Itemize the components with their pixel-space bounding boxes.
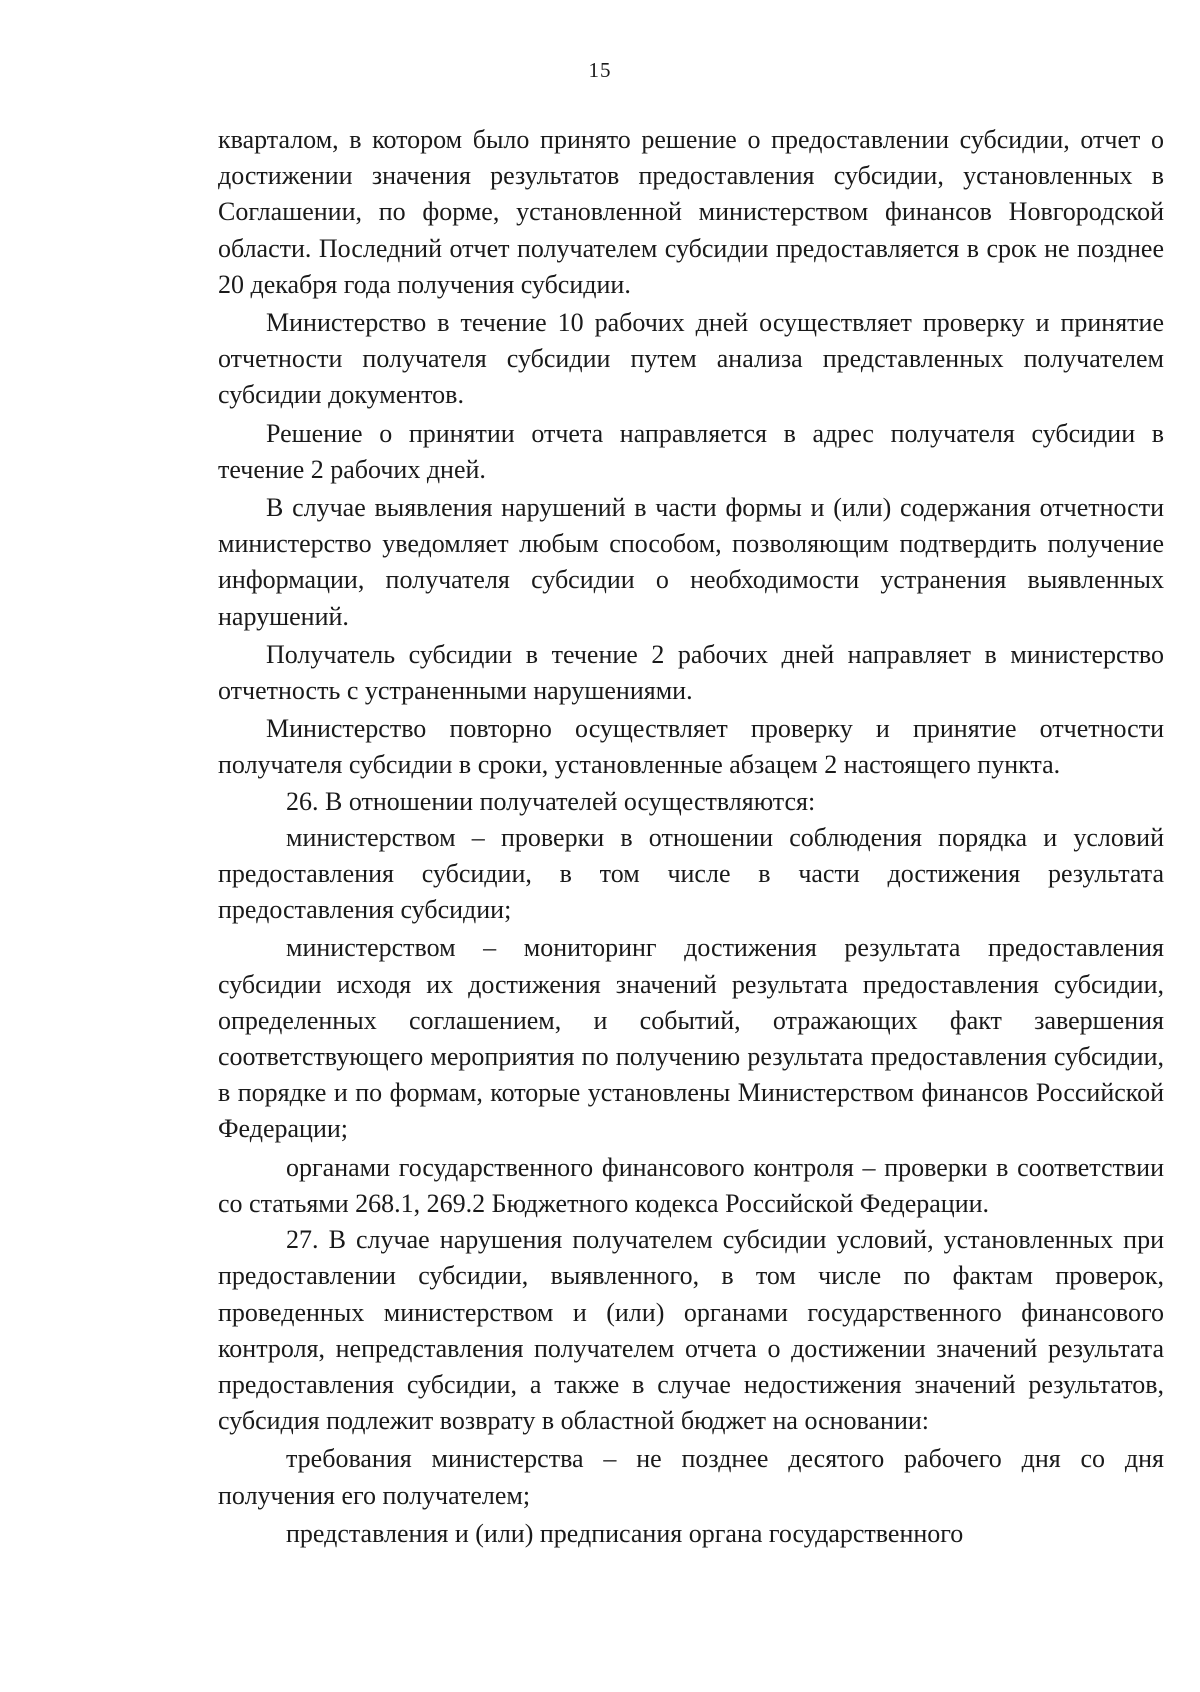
paragraph: Решение о принятии отчета направляется в адрес получателя субсидии в течение 2 рабочих дней. <box>218 418 1164 484</box>
paragraph: министерством – мониторинг достижения результата предоставления субсидии исходя их достижения значений результата предоставления субсидии, определенных соглашением, и событий, отражающих факт завершения соответствующего мероприятия по получению результата предоставления субсидии, в порядке и по формам, которые установлены Министерством финансов Российской Федерации; <box>218 933 1164 1144</box>
paragraph: министерством – проверки в отношении соблюдения порядка и условий предоставления субсидии, в том числе в части достижения результата предоставления субсидии; <box>218 822 1164 925</box>
paragraph-section-27: 27. В случае нарушения получателем субсидии условий, установленных при предоставлении субсидии, выявленного, в том числе по фактам проверок, проведенных министерством и (или) органами государственного финансового контроля, непредставления получателем отчета о достижении значений результата предоставления субсидии, а также в случае недостижения значений результатов, субсидия подлежит возврату в областной бюджет на основании: <box>218 1225 1164 1436</box>
paragraph: Получатель субсидии в течение 2 рабочих дней направляет в министерство отчетность с устраненными нарушениями. <box>218 639 1164 706</box>
paragraph: представления и (или) предписания органа государственного <box>286 1518 964 1548</box>
paragraph: органами государственного финансового контроля – проверки в соответствии со статьями 268.1, 269.2 Бюджетного кодекса Российской Федерации. <box>218 1152 1164 1218</box>
page-number: 15 <box>588 58 612 82</box>
paragraph: требования министерства – не позднее десятого рабочего дня со дня получения его получателем; <box>218 1444 1164 1510</box>
paragraph: кварталом, в котором было принято решение о предоставлении субсидии, отчет о достижении значения результатов предоставления субсидии, установленных в Соглашении, по форме, установленной министерством финансов Новгородской области. Последний отчет получателем субсидии предоставляется в срок не позднее 20 декабря года получения субсидии. <box>218 125 1164 299</box>
document-body <box>218 122 1164 1552</box>
paragraph-section-26: 26. В отношении получателей осуществляются: <box>286 786 816 816</box>
paragraph: Министерство повторно осуществляет проверку и принятие отчетности получателя субсидии в сроки, установленные абзацем 2 настоящего пункта. <box>218 714 1164 780</box>
paragraph: В случае выявления нарушений в части формы и (или) содержания отчетности министерство уведомляет любым способом, позволяющим подтвердить получение информации, получателя субсидии о необходимости устранения выявленных нарушений. <box>218 493 1164 631</box>
paragraph: Министерство в течение 10 рабочих дней осуществляет проверку и принятие отчетности получателя субсидии путем анализа представленных получателем субсидии документов. <box>218 308 1164 410</box>
